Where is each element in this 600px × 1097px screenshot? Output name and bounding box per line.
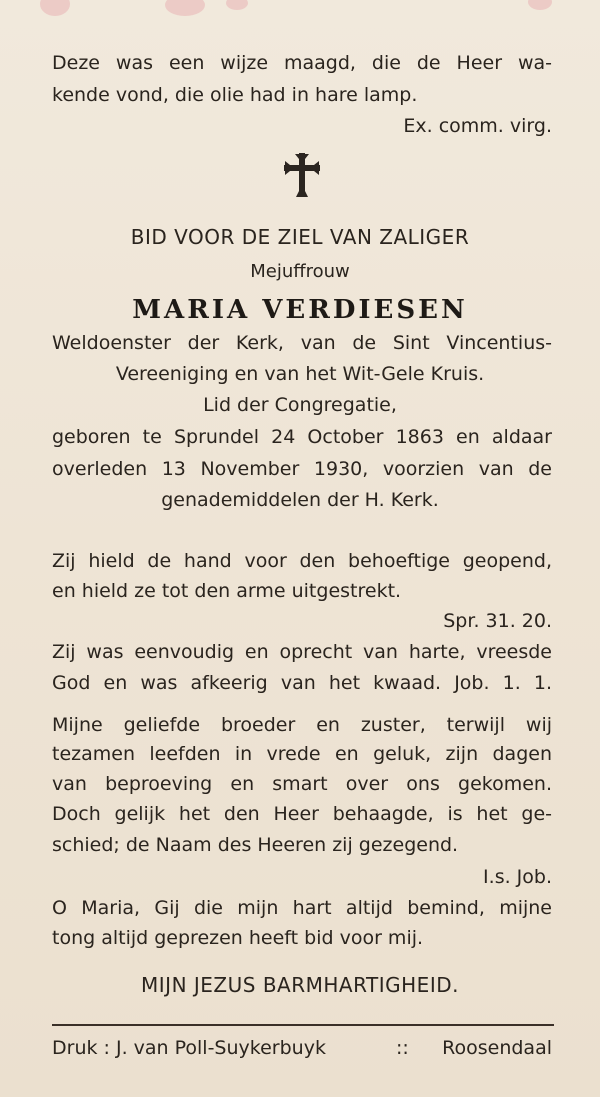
farewell-line: tezamen leefden in vrede en geluk, zijn dagen [52,743,552,765]
verse-line: Deze was een wijze maagd, die de Heer wa- [52,52,552,74]
stain-mark [226,0,248,10]
bio-line: genademiddelen der H. Kerk. [161,489,439,511]
farewell-line: Doch gelijk het den Heer behaagde, is het ge- [52,803,552,825]
quote-source: Spr. 31. 20. [443,610,552,632]
farewell-source: I.s. Job. [483,866,552,888]
farewell-line: van beproeving en smart over ons gekomen. [52,773,552,795]
invocation-line: O Maria, Gij die mijn hart altijd bemind, mijne [52,897,552,919]
invocation-line: tong altijd geprezen heeft bid voor mij. [52,927,424,949]
bio-line: Weldoenster der Kerk, van de Sint Vincentius- [52,332,552,354]
farewell-line: Mijne geliefde broeder en zuster, terwijl wij [52,714,552,736]
closing-prayer: MIJN JEZUS BARMHARTIGHEID. [141,973,459,997]
printer-city: Roosendaal [442,1037,552,1059]
deceased-name: MARIA VERDIESEN [132,295,468,325]
quote-line: Zij was eenvoudig en oprecht van harte, vreesde [52,641,552,663]
stain-mark [528,0,552,10]
prayer-heading: BID VOOR DE ZIEL VAN ZALIGER [130,225,470,249]
farewell-line: schied; de Naam des Heeren zij gezegend. [52,834,459,856]
bio-line: Lid der Congregatie, [203,394,397,416]
title: Mejuffrouw [250,261,350,282]
printer-label: Druk : J. van Poll-Suykerbuyk [52,1037,326,1059]
divider [52,1024,554,1026]
quote-line: God en was afkeerig van het kwaad. Job. 1. 1. [52,672,552,694]
bio-line: geboren te Sprundel 24 October 1863 en aldaar [52,426,552,448]
verse-line: kende vond, die olie had in hare lamp. [52,84,418,106]
bio-line: Vereeniging en van het Wit-Gele Kruis. [115,363,485,385]
bio-line: overleden 13 November 1930, voorzien van de [52,458,552,480]
stain-mark [165,0,205,16]
verse-source: Ex. comm. virg. [403,115,552,137]
stain-mark [40,0,70,16]
quote-line: Zij hield de hand voor den behoeftige geopend, [52,550,552,572]
printer-separator: :: [396,1037,409,1059]
cross-icon [284,153,320,197]
quote-line: en hield ze tot den arme uitgestrekt. [52,580,402,602]
